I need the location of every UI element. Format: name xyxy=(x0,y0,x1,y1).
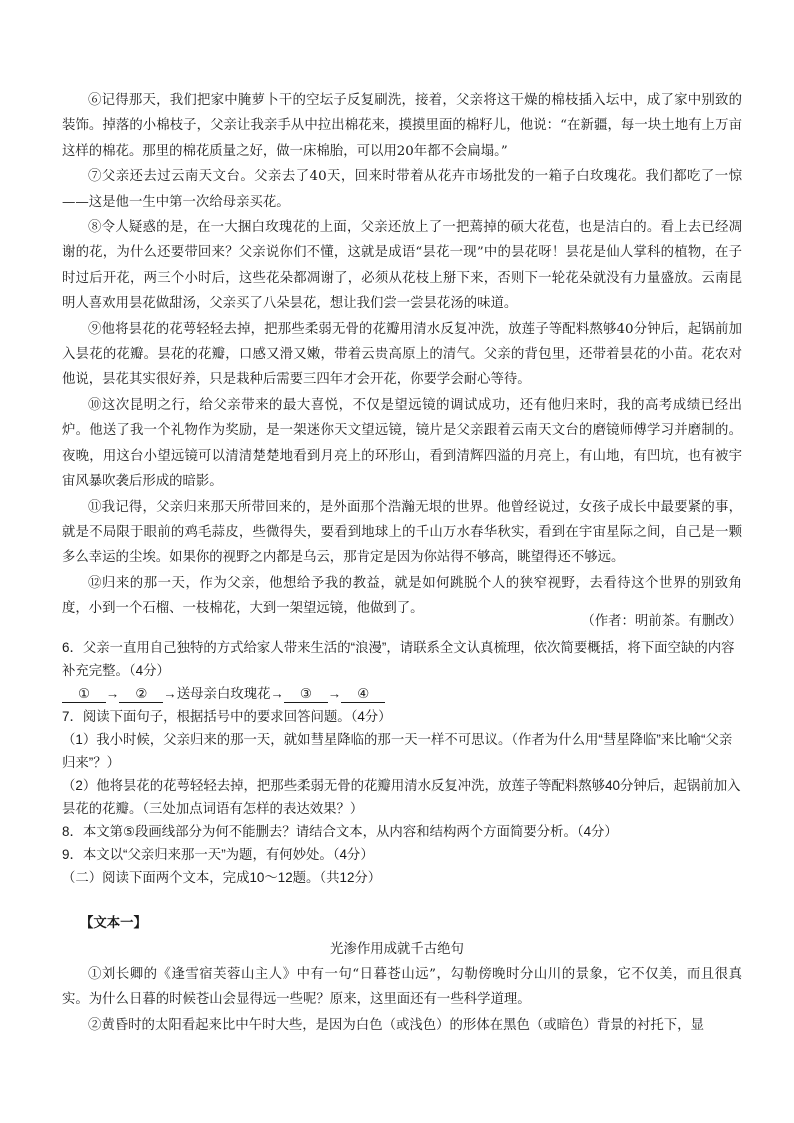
paragraph-6: ⑥记得那天，我们把家中腌萝卜干的空坛子反复刷洗，接着，父亲将这干燥的棉枝插入坛中，成了家中别致的装饰。掉落的小棉枝子，父亲让我亲手从中拉出棉花来，摸摸里面的棉籽儿，他说：“在新疆，每一块土地有上万亩这样的棉花。那里的棉花质量之好，做一床棉胎，可以用20年都不会扁塌。” xyxy=(62,93,742,159)
text-one-title: 光渗作用成就千古绝句 xyxy=(330,942,464,957)
questions-section xyxy=(62,636,742,889)
author-credit: （作者：明前茶。有删改） xyxy=(581,614,742,629)
paragraph-10: ⑩这次昆明之行，给父亲带来的最大喜悦，不仅是望远镜的调试成功，还有他归来时，我的高考成绩已经出炉。他送了我一个礼物作为奖励，是一架迷你天文望远镜，镜片是父亲跟着云南天文台的磨镜师傅学习并磨制的。夜晚，用这台小望远镜可以清清楚楚地看到月亮上的环形山，看到清辉四溢的月亮上，有山地，有凹坑，也有被宇宙风暴吹袭后形成的暗影。 xyxy=(62,397,742,490)
paragraph-9: ⑨他将昙花的花萼轻轻去掉，把那些柔弱无骨的花瓣用清水反复冲洗，放莲子等配料熬够40分钟后，起锅前加入昙花的花瓣。昙花的花瓣，口感又滑又嫩，带着云贵高原上的清气。父亲的背包里，还带着昙花的小苗。花农对他说，昙花其实很好养，只是栽种后需要三四年才会开花，你要学会耐心等待。 xyxy=(62,321,742,388)
question-7: 7．阅读下面句子，根据括号中的要求回答问题。（4分） xyxy=(62,709,392,724)
question-8: 8．本文第⑤段画线部分为何不能删去？请结合文本，从内容和结构两个方面简要分析。（4分） xyxy=(62,824,618,839)
text-one-paragraph-2: ②黄昏时的太阳看起来比中午时大些，是因为白色（或浅色）的形体在黑色（或暗色）背景的衬托下，显 xyxy=(88,1017,704,1033)
question-6-blanks xyxy=(62,682,742,705)
blank-1[interactable]: ① xyxy=(62,685,106,703)
blank-2[interactable]: ② xyxy=(119,685,163,703)
text-one-paragraph-1: ①刘长卿的《逢雪宿芙蓉山主人》中有一句“日暮苍山远”，勾勒傍晚时分山川的景象，它不仅美，而且很真实。为什么日暮的时候苍山会显得远一些呢？原来，这里面还有一些科学道理。 xyxy=(62,967,742,1008)
text-one-body xyxy=(62,962,742,1038)
paragraph-8: ⑧令人疑惑的是，在一大捆白玫瑰花的上面，父亲还放上了一把蔫掉的硕大花苞，也是洁白的。看上去已经凋谢的花，为什么还要带回来？父亲说你们不懂，这就是成语“昙花一现”中的昙花呀！昙花是仙人掌科的植物，在子时过后开花，两三个小时后，这些花朵都凋谢了，必须从花枝上掰下来，否则下一轮花朵就没有力量盛放。云南昆明人喜欢用昙花做甜汤，父亲买了八朵昙花，想让我们尝一尝昙花汤的味道。 xyxy=(62,220,742,312)
arrow: → xyxy=(327,686,342,701)
question-6: 6．父亲一直用自己独特的方式给家人带来生活的“浪漫”，请联系全文认真梳理，依次简要概括，将下面空缺的内容补充完整。（4分） xyxy=(62,640,735,678)
paragraph-7: ⑦父亲还去过云南天文台。父亲去了40天，回来时带着从花卉市场批发的一箱子白玫瑰花。我们都吃了一惊——这是他一生中第一次给母亲买花。 xyxy=(62,169,742,210)
fixed-step: →送母亲白玫瑰花→ xyxy=(163,686,284,701)
paragraph-12: ⑫归来的那一天，作为父亲，他想给予我的教益，就是如何跳脱个人的狭窄视野，去看待这个世界的别致角度，小到一个石榴、一枝棉花，大到一架望远镜，他做到了。 xyxy=(62,575,742,617)
section-2-heading: （二）阅读下面两个文本，完成10～12题。（共12分） xyxy=(62,870,382,885)
question-9: 9．本文以“父亲归来那一天”为题，有何妙处。（4分） xyxy=(62,847,374,862)
question-7-1: （1）我小时候，父亲归来的那一天，就如彗星降临的那一天一样不可思议。（作者为什么用“彗星降临”来比喻“父亲归来”？） xyxy=(62,732,733,770)
essay-body xyxy=(62,88,742,622)
arrow: → xyxy=(106,686,120,701)
blank-4[interactable]: ④ xyxy=(341,685,385,703)
text-one-label: 【文本一】 xyxy=(80,915,147,930)
question-7-2: （2）他将昙花的花萼轻轻去掉，把那些柔弱无骨的花瓣用清水反复冲洗，放莲子等配料熬够40分钟后，起锅前加入昙花的花瓣。（三处加点词语有怎样的表达效果？） xyxy=(62,778,741,816)
paragraph-11: ⑪我记得，父亲归来那天所带回来的，是外面那个浩瀚无垠的世界。他曾经说过，女孩子成长中最要紧的事，就是不局限于眼前的鸡毛蒜皮，些微得失，要看到地球上的千山万水春华秋实，看到在宇宙星际之间，自己是一颗多么幸运的尘埃。如果你的视野之内都是乌云，那肯定是因为你站得不够高，眺望得还不够远。 xyxy=(62,499,742,566)
blank-3[interactable]: ③ xyxy=(284,685,328,703)
